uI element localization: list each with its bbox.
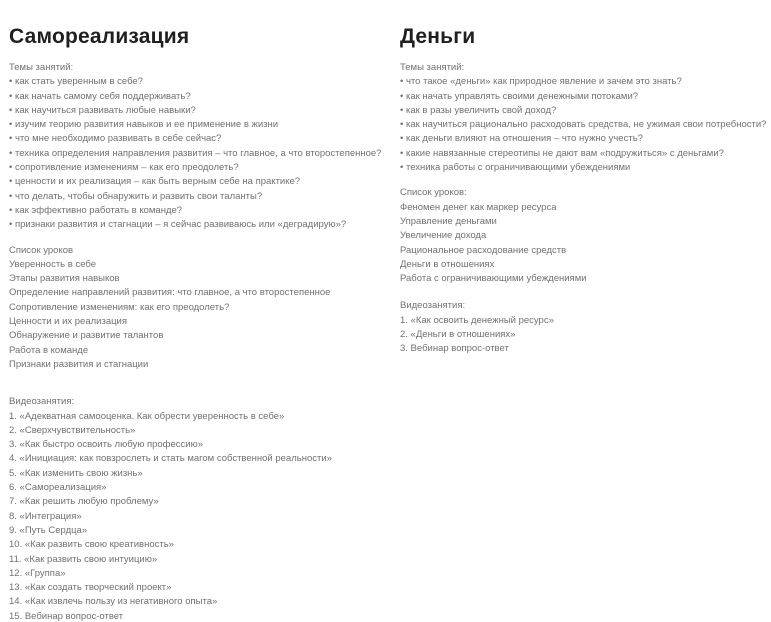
list-item: 2. «Деньги в отношениях» [400, 329, 516, 341]
list-item: 13. «Как создать творческий проект» [9, 582, 172, 594]
list-item: • что такое «деньги» как природное явление и зачем это знать? [400, 76, 682, 88]
list-item: 9. «Путь Сердца» [9, 524, 88, 536]
list-item: • что мне необходимо развивать в себе сейчас? [9, 133, 222, 145]
lessons-list [400, 201, 771, 287]
list-item: Управление деньгами [400, 215, 497, 227]
list-item: Увеличение дохода [400, 230, 487, 242]
list-item: 2. «Сверхчувствительность» [9, 424, 136, 436]
list-item: • какие навязанные стереотипы не дают вам «подружиться» с деньгами? [400, 147, 724, 159]
list-item: Определение направлений развития: что главное, а что второстепенное [9, 287, 331, 299]
list-item: • признаки развития и стагнации – я сейчас развиваюсь или «деградирую»? [9, 219, 347, 231]
list-item: • техника определения направления развития – что главное, а что второстепенное? [9, 147, 382, 159]
list-item: • что делать, чтобы обнаружить и развить свои таланты? [9, 190, 263, 202]
list-item: • как начать самому себя поддерживать? [9, 90, 191, 102]
list-item: • как в разы увеличить свой доход? [400, 104, 557, 116]
list-item: 3. «Как быстро освоить любую профессию» [9, 439, 203, 451]
videos-section [9, 395, 400, 622]
list-item: 14. «Как извлечь пользу из негативного опыта» [9, 596, 218, 608]
list-item: 11. «Как развить свою интуицию» [9, 553, 158, 565]
topics-header: Темы занятий: [400, 62, 465, 73]
list-item: 5. «Как изменить свою жизнь» [9, 467, 143, 479]
list-item: Сопротивление изменениям: как его преодолеть? [9, 301, 230, 313]
list-item: Уверенность в себе [9, 258, 96, 270]
list-item: 6. «Самореализация» [9, 482, 107, 494]
list-item: Признаки развития и стагнации [9, 358, 149, 370]
list-item: 7. «Как решить любую проблему» [9, 496, 159, 508]
list-item: Работа с ограничивающими убеждениями [400, 273, 587, 285]
topics-header: Темы занятий: [9, 62, 74, 73]
list-item: • как стать уверенным в себе? [9, 76, 143, 88]
list-item: • как научиться рационально расходовать средства, не ужимая свои потребности? [400, 119, 767, 131]
list-item: 1. «Как освоить денежный ресурс» [400, 314, 554, 326]
list-item: • техника работы с ограничивающими убеждениями [400, 162, 631, 174]
lessons-header: Список уроков: [400, 187, 467, 199]
lessons-section [9, 244, 400, 373]
videos-list [400, 314, 771, 357]
list-item: • ценности и их реализация – как быть верным себе на практике? [9, 176, 301, 188]
list-item: 1. «Адекватная самооценка. Как обрести уверенность в себе» [9, 410, 285, 422]
list-item: • изучим теорию развития навыков и ее применение в жизни [9, 119, 279, 131]
list-item: Феномен денег как маркер ресурса [400, 201, 557, 213]
list-item: 4. «Инициация: как повзрослеть и стать магом собственной реальности» [9, 453, 332, 465]
column-self-realization [9, 23, 400, 622]
list-item: • как начать управлять своими денежными потоками? [400, 90, 639, 102]
lessons-header: Список уроков [9, 244, 74, 256]
videos-header: Видеозанятия: [9, 396, 75, 408]
lessons-list [9, 258, 400, 372]
topics-section [400, 61, 771, 175]
list-item: • как эффективно работать в команде? [9, 204, 183, 216]
list-item: Работа в команде [9, 344, 89, 356]
list-item: • как деньги влияют на отношения – что нужно учесть? [400, 133, 643, 145]
section-title-self-realization: Самореализация [9, 25, 190, 48]
list-item: Деньги в отношениях [400, 258, 495, 270]
list-item: Рациональное расходование средств [400, 244, 567, 256]
section-title-money: Деньги [400, 25, 476, 48]
lessons-section [400, 186, 771, 286]
list-item: 10. «Как развить свою креативность» [9, 539, 174, 551]
videos-section [400, 299, 771, 356]
list-item: • как научиться развивать любые навыки? [9, 104, 196, 116]
list-item: • сопротивление изменениям – как его преодолеть? [9, 162, 239, 174]
list-item: 15. Вебинар вопрос-ответ [9, 610, 124, 622]
list-item: Обнаружение и развитие талантов [9, 330, 164, 342]
list-item: 3. Вебинар вопрос-ответ [400, 343, 509, 355]
topics-list [400, 75, 771, 175]
videos-header: Видеозанятия: [400, 300, 466, 312]
topics-section [9, 61, 400, 233]
list-item: 12. «Группа» [9, 567, 66, 579]
list-item: Этапы развития навыков [9, 273, 120, 285]
videos-list [9, 410, 400, 622]
list-item: 8. «Интеграция» [9, 510, 82, 522]
column-money [400, 23, 771, 622]
list-item: Ценности и их реализация [9, 316, 128, 328]
topics-list [9, 75, 400, 232]
